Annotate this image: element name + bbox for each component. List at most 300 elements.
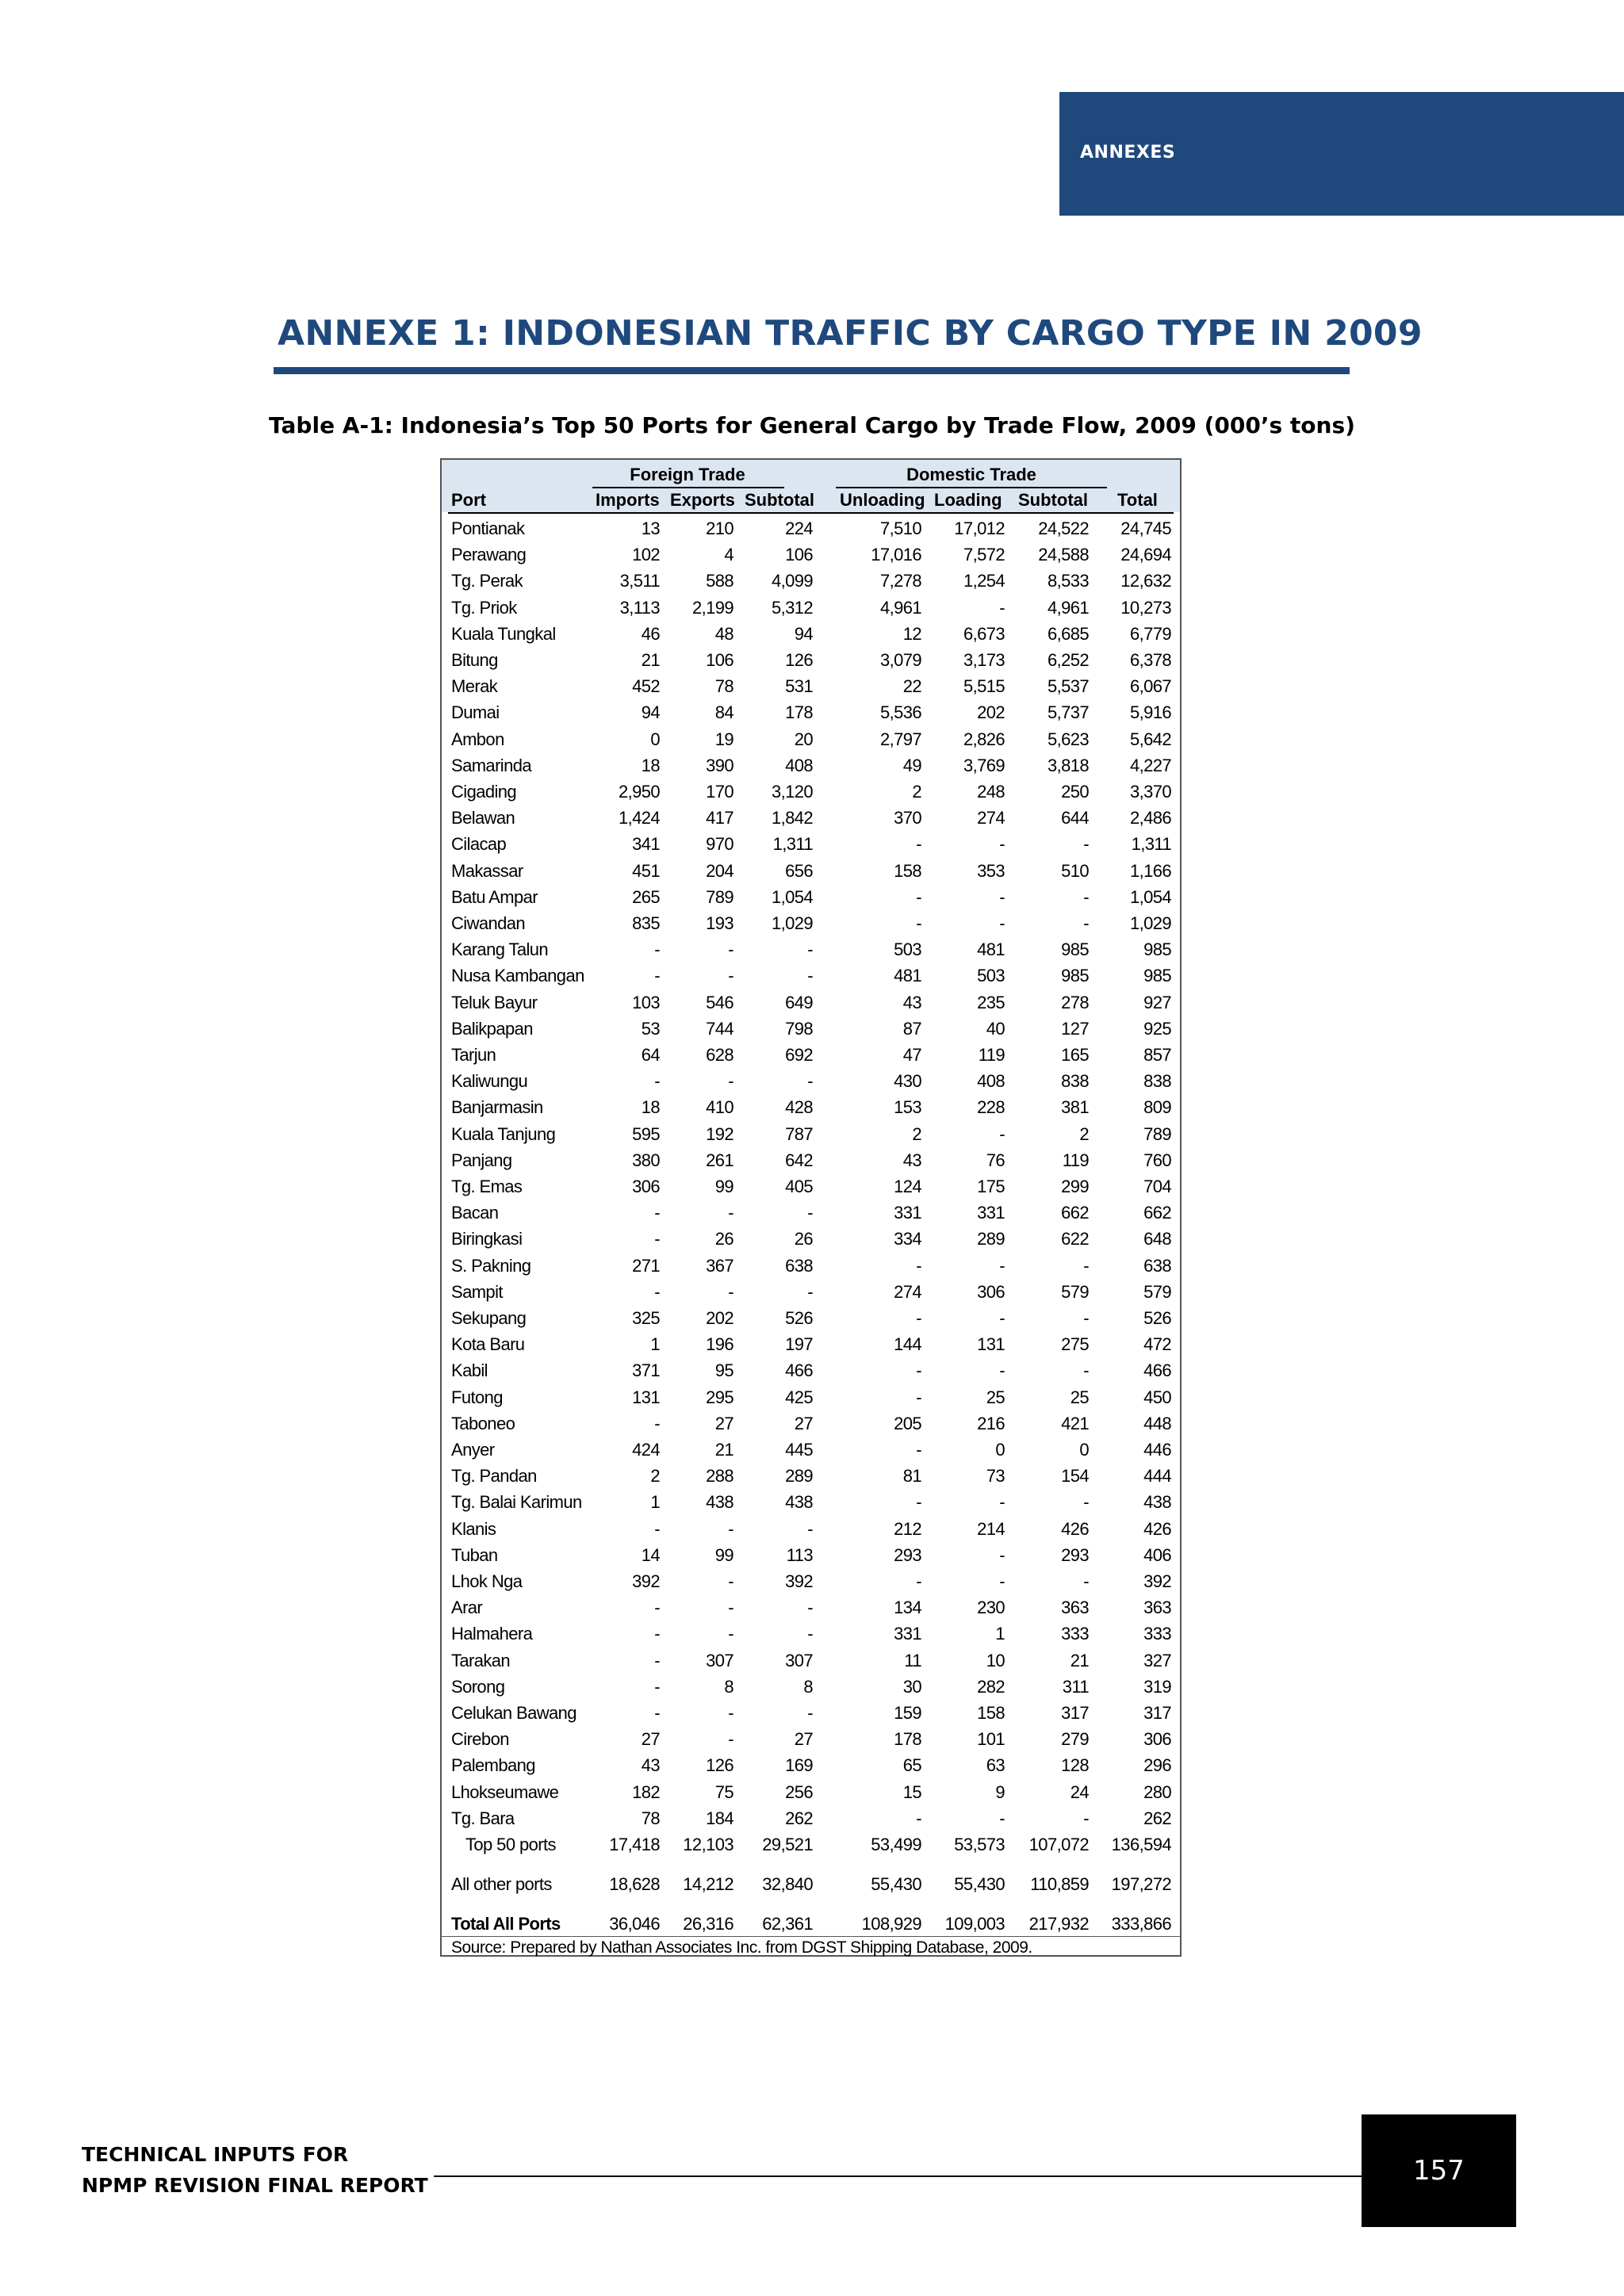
port-name: Bitung <box>451 650 498 670</box>
table-row <box>442 673 1180 699</box>
cell-6: 299 <box>1061 1177 1089 1196</box>
cell-6: 421 <box>1061 1414 1089 1433</box>
cell-2: 99 <box>714 1545 733 1565</box>
cell-1: 182 <box>632 1782 660 1802</box>
port-name: Bacan <box>451 1203 499 1223</box>
cell-2: 196 <box>706 1334 733 1354</box>
port-name: Balikpapan <box>451 1019 533 1039</box>
cell-5: 408 <box>977 1071 1005 1091</box>
cell-2: 789 <box>706 887 733 907</box>
cell-2: 367 <box>706 1256 733 1276</box>
cell-1: - <box>654 1519 660 1539</box>
cell-2: 417 <box>706 808 733 828</box>
cell-5: 1,254 <box>963 571 1005 591</box>
cell-1: 3,113 <box>619 598 660 618</box>
cell-4: 159 <box>894 1703 921 1723</box>
port-name: Cilacap <box>451 834 507 854</box>
cell-4: 11 <box>904 1651 921 1670</box>
port-name: Pontianak <box>451 519 525 538</box>
foreign-trade-group: Foreign Trade <box>630 465 745 484</box>
cell-5: - <box>999 834 1005 854</box>
cell-3: 428 <box>785 1097 813 1117</box>
cell-6: 985 <box>1061 966 1089 985</box>
table-row <box>442 936 1180 962</box>
cell-4: 81 <box>902 1466 921 1486</box>
cell-4: - <box>916 1308 921 1328</box>
cell-1: - <box>654 966 660 985</box>
cell-4: 503 <box>894 939 921 959</box>
port-name: All other ports <box>451 1874 552 1894</box>
cell-7: 838 <box>1143 1071 1171 1091</box>
cell-4: 178 <box>894 1729 921 1749</box>
table-caption: Table A-1: Indonesia’s Top 50 Ports for General Cargo by Trade Flow, 2009 (000’s tons) <box>269 412 1355 438</box>
table-row <box>442 1410 1180 1437</box>
cell-1: 371 <box>632 1360 660 1380</box>
cell-1: 424 <box>632 1440 660 1460</box>
cell-5: - <box>999 913 1005 933</box>
cell-3: 178 <box>785 702 813 722</box>
cell-5: 7,572 <box>963 545 1005 564</box>
cell-4: 17,016 <box>871 545 921 564</box>
other-ports-row <box>442 1871 1180 1897</box>
cell-2: - <box>728 1703 733 1723</box>
port-name: Tg. Emas <box>451 1177 523 1196</box>
cell-5: 158 <box>977 1703 1005 1723</box>
cell-3: - <box>807 1598 813 1617</box>
table-row <box>442 1253 1180 1279</box>
table-row <box>442 962 1180 989</box>
cell-4: 144 <box>894 1334 921 1354</box>
port-name: Sampit <box>451 1282 503 1302</box>
table-row <box>442 1305 1180 1331</box>
cell-3: 405 <box>785 1177 813 1196</box>
port-name: Lhokseumawe <box>451 1782 559 1802</box>
cell-5: 3,769 <box>963 756 1005 775</box>
cell-1: 13 <box>641 519 660 538</box>
port-name: Sorong <box>451 1677 505 1697</box>
col-imports: Imports <box>596 490 660 510</box>
table-row <box>442 1094 1180 1120</box>
cell-3: 27 <box>794 1729 813 1749</box>
port-name: Tarakan <box>451 1651 511 1670</box>
cell-4: - <box>916 1360 921 1380</box>
cell-7: 24,745 <box>1120 519 1171 538</box>
col-exports: Exports <box>670 490 735 510</box>
cell-2: 2,199 <box>691 598 733 618</box>
cell-2: 210 <box>706 519 733 538</box>
cell-7: 704 <box>1143 1177 1171 1196</box>
cell-3: 531 <box>785 676 813 696</box>
cell-5: 73 <box>986 1466 1005 1486</box>
col-total: Total <box>1117 490 1158 510</box>
table-row <box>442 1726 1180 1752</box>
table-row <box>442 1121 1180 1147</box>
cell-3: 307 <box>785 1651 813 1670</box>
cell-6: 24,588 <box>1038 545 1089 564</box>
cell-4: 331 <box>894 1203 921 1223</box>
port-name: Tg. Priok <box>451 598 517 618</box>
cell-5: 228 <box>977 1097 1005 1117</box>
table-row <box>442 1674 1180 1700</box>
total-row <box>442 1911 1180 1937</box>
cell-7: 1,166 <box>1129 861 1171 881</box>
port-name: Tarjun <box>451 1045 496 1065</box>
cell-1: - <box>654 939 660 959</box>
cell-2: 170 <box>706 782 733 802</box>
cell-5: - <box>999 598 1005 618</box>
port-name: Ciwandan <box>451 913 526 933</box>
cell-2: 202 <box>706 1308 733 1328</box>
cell-2: 192 <box>706 1124 733 1144</box>
port-name: Lhok Nga <box>451 1571 523 1591</box>
cell-4: 7,278 <box>879 571 921 591</box>
cell-4: 43 <box>902 993 921 1012</box>
col-port: Port <box>451 490 486 510</box>
table-row <box>442 1621 1180 1647</box>
cell-7: 927 <box>1143 993 1171 1012</box>
cell-4: - <box>916 1256 921 1276</box>
cell-5: 10 <box>986 1651 1005 1670</box>
cell-7: 1,311 <box>1131 834 1171 854</box>
port-name: Tg. Pandan <box>451 1466 537 1486</box>
cell-3: - <box>807 966 813 985</box>
cell-2: 19 <box>714 729 733 749</box>
cell-5: 53,573 <box>954 1835 1005 1854</box>
table-row <box>442 1173 1180 1200</box>
cell-6: 3,818 <box>1047 756 1089 775</box>
cell-6: 0 <box>1079 1440 1089 1460</box>
cell-1: - <box>654 1414 660 1433</box>
cell-3: 62,361 <box>762 1914 813 1934</box>
cell-6: 24 <box>1070 1782 1089 1802</box>
cell-3: - <box>807 939 813 959</box>
cell-1: 46 <box>641 624 660 644</box>
table-row <box>442 989 1180 1016</box>
cell-3: - <box>807 1071 813 1091</box>
cell-7: 10,273 <box>1120 598 1171 618</box>
cell-5: 6,673 <box>963 624 1005 644</box>
cell-7: 1,054 <box>1129 887 1171 907</box>
cell-6: 110,859 <box>1030 1874 1089 1894</box>
cell-6: 622 <box>1061 1229 1089 1249</box>
foreign-trade-rule <box>592 487 784 488</box>
cell-7: 638 <box>1143 1256 1171 1276</box>
cell-4: 22 <box>902 676 921 696</box>
cell-3: 197 <box>785 1334 813 1354</box>
cell-6: 579 <box>1061 1282 1089 1302</box>
col-unloading: Unloading <box>840 490 925 510</box>
cell-4: 153 <box>894 1097 921 1117</box>
port-name: Tg. Balai Karimun <box>451 1492 582 1512</box>
port-name: Samarinda <box>451 756 531 775</box>
port-name: Klanis <box>451 1519 496 1539</box>
port-name: Kuala Tanjung <box>451 1124 556 1144</box>
cell-2: - <box>728 1729 733 1749</box>
cell-5: 0 <box>995 1440 1005 1460</box>
cell-4: 134 <box>894 1598 921 1617</box>
cell-1: 103 <box>632 993 660 1012</box>
cell-1: 18,628 <box>609 1874 660 1894</box>
cell-3: 262 <box>785 1808 813 1828</box>
cell-5: 306 <box>977 1282 1005 1302</box>
cell-5: - <box>999 1492 1005 1512</box>
table-row <box>442 831 1180 857</box>
cell-3: 445 <box>785 1440 813 1460</box>
cell-5: - <box>999 1124 1005 1144</box>
cell-6: 5,623 <box>1047 729 1089 749</box>
port-name: Kabil <box>451 1360 488 1380</box>
cell-4: - <box>916 834 921 854</box>
port-name: Total All Ports <box>451 1914 561 1934</box>
cell-2: 84 <box>714 702 733 722</box>
cell-4: - <box>916 887 921 907</box>
cell-1: - <box>654 1203 660 1223</box>
cell-6: 6,252 <box>1047 650 1089 670</box>
port-name: Celukan Bawang <box>451 1703 576 1723</box>
cell-1: - <box>654 1703 660 1723</box>
cell-7: 446 <box>1143 1440 1171 1460</box>
table-row <box>442 1568 1180 1594</box>
cell-7: 24,694 <box>1120 545 1171 564</box>
cell-5: - <box>999 1360 1005 1380</box>
table-row <box>442 1437 1180 1463</box>
table-row <box>442 1200 1180 1226</box>
cell-2: 26,316 <box>683 1914 733 1934</box>
port-name: Cigading <box>451 782 517 802</box>
cell-6: 217,932 <box>1028 1914 1089 1934</box>
cell-1: 265 <box>632 887 660 907</box>
cell-3: 798 <box>785 1019 813 1039</box>
cell-3: 692 <box>785 1045 813 1065</box>
cell-3: 32,840 <box>762 1874 813 1894</box>
cell-4: 4,961 <box>879 598 921 618</box>
cell-2: 204 <box>706 861 733 881</box>
cell-3: 94 <box>794 624 813 644</box>
cell-7: 6,067 <box>1129 676 1171 696</box>
cell-2: 288 <box>706 1466 733 1486</box>
cell-5: 109,003 <box>944 1914 1005 1934</box>
table-row <box>442 1279 1180 1305</box>
cell-6: 985 <box>1061 939 1089 959</box>
cell-3: 20 <box>794 729 813 749</box>
cell-2: 744 <box>706 1019 733 1039</box>
port-name: Karang Talun <box>451 939 549 959</box>
cell-4: 2 <box>912 1124 921 1144</box>
cell-1: 306 <box>632 1177 660 1196</box>
cell-4: 53,499 <box>871 1835 921 1854</box>
cell-1: 341 <box>632 834 660 854</box>
cell-2: 106 <box>706 650 733 670</box>
port-name: Banjarmasin <box>451 1097 543 1117</box>
cell-1: 17,418 <box>609 1835 660 1854</box>
cell-4: 49 <box>902 756 921 775</box>
cell-4: 7,510 <box>879 519 921 538</box>
cell-4: - <box>916 1571 921 1591</box>
table-row <box>442 726 1180 752</box>
table-row <box>442 1542 1180 1568</box>
table-row <box>442 1516 1180 1542</box>
cell-6: - <box>1083 1360 1089 1380</box>
cell-7: 197,272 <box>1111 1874 1171 1894</box>
cell-2: 78 <box>714 676 733 696</box>
cell-4: 430 <box>894 1071 921 1091</box>
cell-7: 450 <box>1143 1387 1171 1407</box>
cell-1: 131 <box>632 1387 660 1407</box>
table-row <box>442 752 1180 779</box>
cell-6: 4,961 <box>1047 598 1089 618</box>
cell-5: - <box>999 1308 1005 1328</box>
cell-4: 65 <box>902 1755 921 1775</box>
cargo-table <box>440 458 1182 1957</box>
cell-7: 392 <box>1143 1571 1171 1591</box>
cell-2: 295 <box>706 1387 733 1407</box>
cell-3: 5,312 <box>771 598 813 618</box>
cell-7: 648 <box>1143 1229 1171 1249</box>
table-row <box>442 1016 1180 1042</box>
cell-1: 1 <box>650 1334 660 1354</box>
cell-1: 380 <box>632 1150 660 1170</box>
cell-4: 15 <box>902 1782 921 1802</box>
cell-3: 8 <box>803 1677 813 1697</box>
cell-4: 12 <box>902 624 921 644</box>
cell-5: 216 <box>977 1414 1005 1433</box>
cell-3: 289 <box>785 1466 813 1486</box>
cell-2: 438 <box>706 1492 733 1512</box>
cell-1: - <box>654 1598 660 1617</box>
cell-5: 9 <box>995 1782 1005 1802</box>
cell-4: 2 <box>912 782 921 802</box>
cell-5: 76 <box>986 1150 1005 1170</box>
cell-6: 21 <box>1070 1651 1089 1670</box>
cell-5: 119 <box>978 1045 1005 1065</box>
port-name: Taboneo <box>451 1414 515 1433</box>
cell-4: - <box>916 913 921 933</box>
cell-7: 280 <box>1143 1782 1171 1802</box>
port-name: Tg. Perak <box>451 571 523 591</box>
cell-6: - <box>1083 1492 1089 1512</box>
cell-5: 63 <box>986 1755 1005 1775</box>
cell-5: 289 <box>977 1229 1005 1249</box>
port-name: Top 50 ports <box>465 1835 556 1854</box>
footer-line-2: NPMP REVISION FINAL REPORT <box>82 2174 428 2197</box>
cell-7: 136,594 <box>1111 1835 1171 1854</box>
cell-6: 293 <box>1061 1545 1089 1565</box>
port-name: Cirebon <box>451 1729 509 1749</box>
cell-1: 452 <box>632 676 660 696</box>
table-row <box>442 1700 1180 1726</box>
cell-1: 392 <box>632 1571 660 1591</box>
table-row <box>442 805 1180 831</box>
cell-4: 334 <box>894 1229 921 1249</box>
port-name: Merak <box>451 676 498 696</box>
cell-1: - <box>654 1071 660 1091</box>
cell-6: 662 <box>1061 1203 1089 1223</box>
cell-5: 282 <box>977 1677 1005 1697</box>
cell-3: 126 <box>785 650 813 670</box>
cell-2: - <box>728 1519 733 1539</box>
table-row <box>442 1068 1180 1094</box>
cell-1: 451 <box>632 861 660 881</box>
port-name: Batu Ampar <box>451 887 538 907</box>
cell-6: 317 <box>1061 1703 1089 1723</box>
cell-3: 27 <box>794 1414 813 1433</box>
table-row <box>442 1331 1180 1357</box>
table-row <box>442 1779 1180 1805</box>
cell-3: 256 <box>785 1782 813 1802</box>
cell-7: 789 <box>1143 1124 1171 1144</box>
table-row <box>442 647 1180 673</box>
port-name: Futong <box>451 1387 503 1407</box>
cell-7: 438 <box>1143 1492 1171 1512</box>
cell-6: 644 <box>1061 808 1089 828</box>
section-label: ANNEXES <box>1080 143 1176 163</box>
cell-4: 124 <box>894 1177 921 1196</box>
table-row <box>442 1647 1180 1674</box>
cell-6: 107,072 <box>1028 1835 1089 1854</box>
cell-1: 78 <box>641 1808 660 1828</box>
cell-4: 293 <box>894 1545 921 1565</box>
cell-7: 4,227 <box>1129 756 1171 775</box>
cell-1: 0 <box>650 729 660 749</box>
port-name: Arar <box>451 1598 483 1617</box>
cell-2: 8 <box>724 1677 733 1697</box>
table-row <box>442 884 1180 910</box>
cell-2: 307 <box>706 1651 733 1670</box>
cell-3: 29,521 <box>762 1835 813 1854</box>
table-row <box>442 1042 1180 1068</box>
cell-2: 99 <box>714 1177 733 1196</box>
cell-7: 448 <box>1143 1414 1171 1433</box>
port-name: Anyer <box>451 1440 495 1460</box>
cell-7: 3,370 <box>1129 782 1171 802</box>
cell-6: 278 <box>1061 993 1089 1012</box>
domestic-trade-rule <box>836 487 1107 488</box>
cell-2: 21 <box>714 1440 733 1460</box>
cell-5: 353 <box>977 861 1005 881</box>
cell-6: - <box>1083 1308 1089 1328</box>
cell-7: 12,632 <box>1120 571 1171 591</box>
cell-6: - <box>1083 1571 1089 1591</box>
cell-3: 106 <box>785 545 813 564</box>
table-row <box>442 1463 1180 1489</box>
cell-7: 985 <box>1143 966 1171 985</box>
cell-5: 235 <box>977 993 1005 1012</box>
cell-1: 43 <box>641 1755 660 1775</box>
port-name: Nusa Kambangan <box>451 966 584 985</box>
port-name: Perawang <box>451 545 527 564</box>
footer-line-1: TECHNICAL INPUTS FOR <box>82 2143 349 2166</box>
table-row <box>442 1805 1180 1831</box>
cell-3: 113 <box>786 1545 813 1565</box>
domestic-trade-group: Domestic Trade <box>906 465 1036 484</box>
cell-6: - <box>1083 834 1089 854</box>
cell-5: 214 <box>977 1519 1005 1539</box>
cell-1: 2 <box>650 1466 660 1486</box>
cell-3: - <box>807 1703 813 1723</box>
cell-3: - <box>807 1624 813 1644</box>
cell-1: - <box>654 1282 660 1302</box>
cell-5: 481 <box>977 939 1005 959</box>
cell-7: 809 <box>1143 1097 1171 1117</box>
table-row <box>442 541 1180 568</box>
cell-5: 503 <box>977 966 1005 985</box>
table-row <box>442 1489 1180 1515</box>
cell-2: 126 <box>706 1755 733 1775</box>
cell-7: 472 <box>1143 1334 1171 1354</box>
cell-1: 36,046 <box>609 1914 660 1934</box>
cell-2: - <box>728 1598 733 1617</box>
cell-1: - <box>654 1677 660 1697</box>
